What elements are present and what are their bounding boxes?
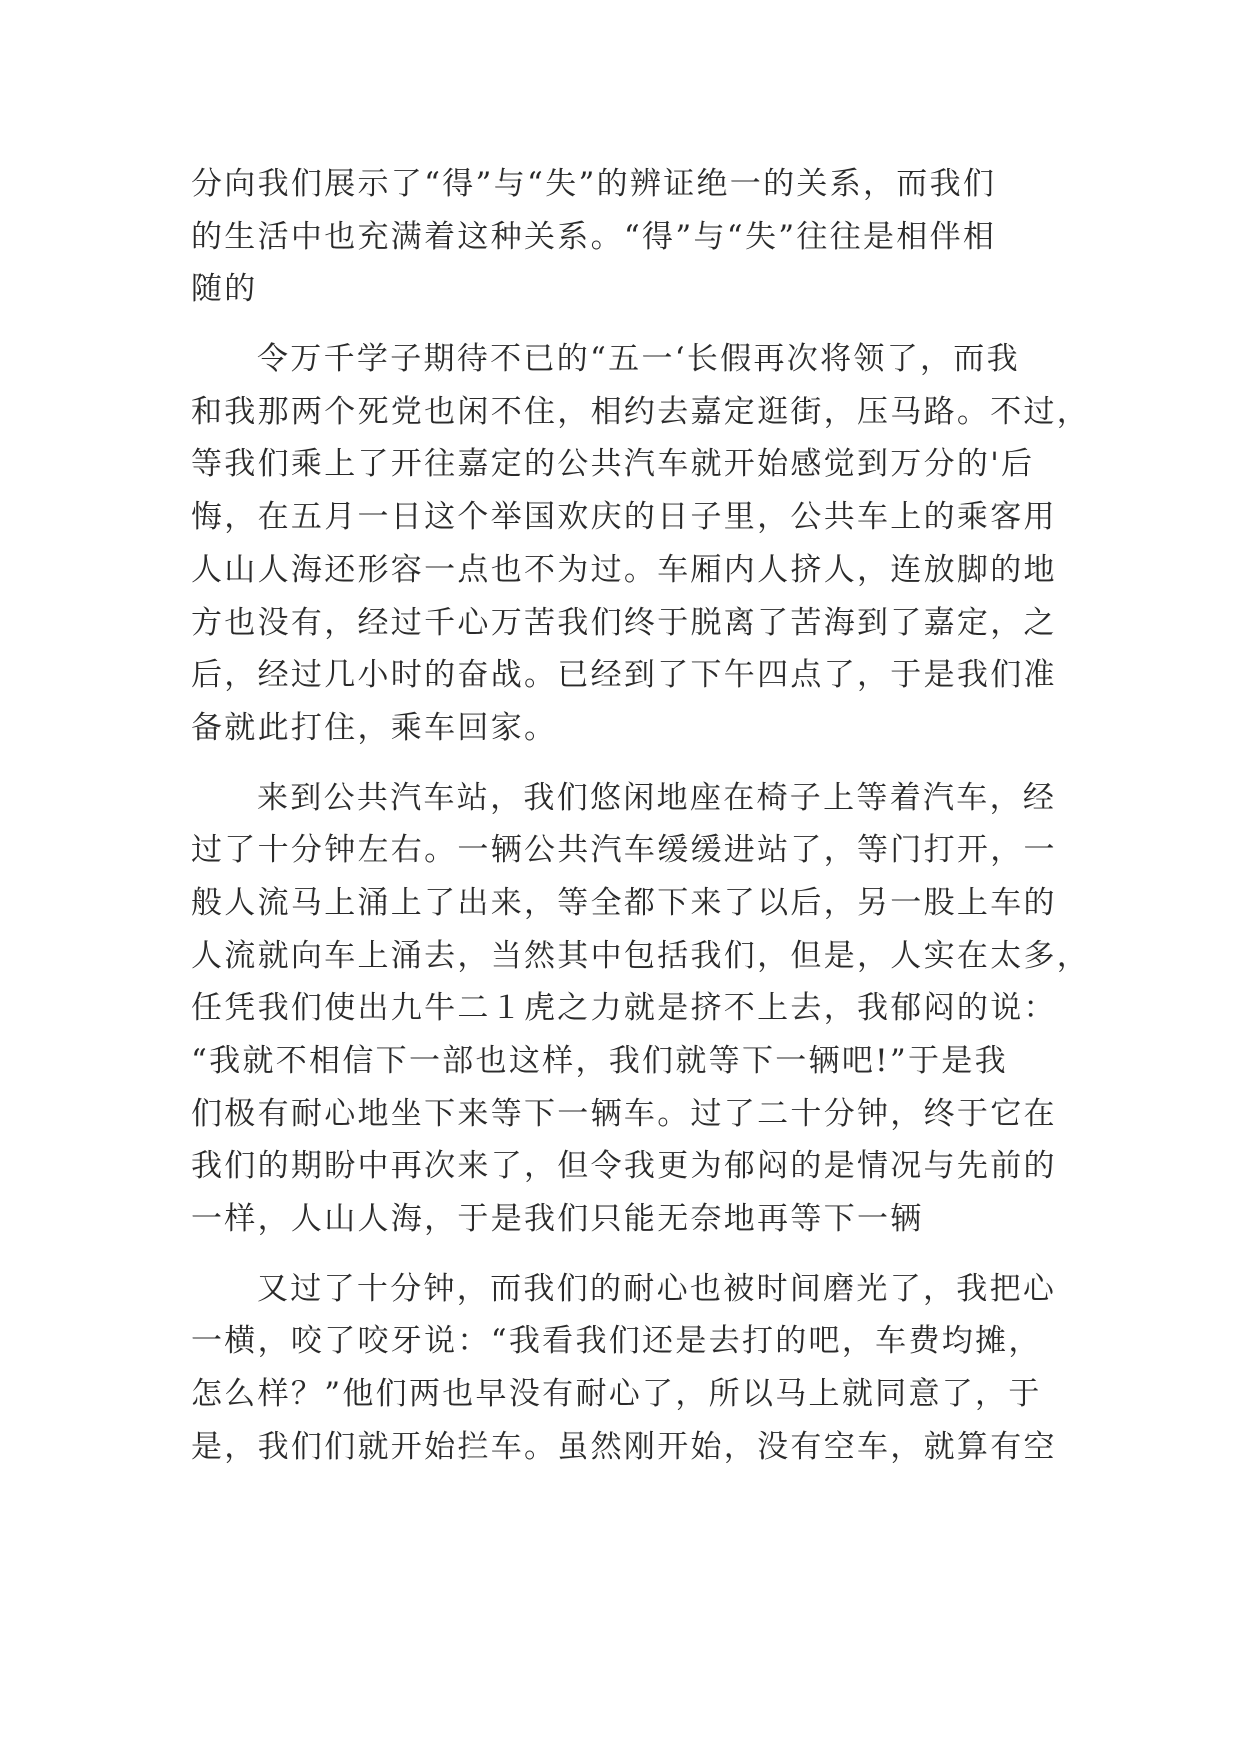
paragraph-gap: [191, 1246, 1049, 1263]
text-line: 等我们乘上了开往嘉定的公共汽车就开始感觉到万分的'后: [191, 446, 1035, 483]
text-line: 和我那两个死党也闲不住，相约去嘉定逛街，压马路。不过，: [191, 393, 1091, 430]
text-line: 一样，人山人海，于是我们只能无奈地再等下一辆: [191, 1201, 924, 1238]
text-line: 方也没有，经过千心万苦我们终于脱离了苦海到了嘉定，之: [191, 604, 1057, 641]
text-line: 令万千学子期待不已的“五一‘长假再次将领了，而我: [257, 341, 1020, 378]
text-line: 又过了十分钟，而我们的耐心也被时间磨光了，我把心: [257, 1270, 1057, 1307]
text-line: 我们的期盼中再次来了，但令我更为郁闷的是情况与先前的: [191, 1148, 1057, 1185]
paragraph: [191, 158, 1049, 316]
text-line: 随的: [191, 271, 258, 308]
text-line: 人流就向车上涌去，当然其中包括我们，但是，人实在太多，: [191, 937, 1091, 974]
text-line: 们极有耐心地坐下来等下一辆车。过了二十分钟，终于它在: [191, 1095, 1057, 1132]
text-line: 来到公共汽车站，我们悠闲地座在椅子上等着汽车，经: [257, 779, 1057, 816]
text-line: 是，我们们就开始拦车。虽然刚开始，没有空车，就算有空: [191, 1428, 1057, 1465]
text-line: 分向我们展示了“得”与“失”的辨证绝一的关系，而我们: [191, 166, 997, 202]
text-line: 一横，咬了咬牙说：“我看我们还是去打的吧，车费均摊，: [191, 1323, 1042, 1360]
document-body: [191, 158, 1091, 1474]
paragraph-gap: [191, 316, 1049, 333]
paragraph: [191, 333, 1091, 755]
text-line: 任凭我们使出九牛二１虎之力就是挤不上去，我郁闷的说：: [191, 990, 1057, 1027]
text-line: “我就不相信下一部也这样，我们就等下一辆吧!”于是我: [191, 1043, 1008, 1079]
text-line: 人山人海还形容一点也不为过。车厢内人挤人，连放脚的地: [191, 551, 1057, 588]
text-line: 备就此打住，乘车回家。: [191, 709, 558, 746]
text-line: 的生活中也充满着这种关系。“得”与“失”往往是相伴相: [191, 218, 997, 255]
paragraph: [191, 772, 1091, 1246]
text-line: 怎么样？”他们两也早没有耐心了，所以马上就同意了，于: [191, 1376, 1042, 1413]
paragraph-gap: [191, 755, 1049, 772]
text-line: 后，经过几小时的奋战。已经到了下午四点了，于是我们准: [191, 657, 1057, 694]
text-line: 过了十分钟左右。一辆公共汽车缓缓进站了，等门打开，一: [191, 832, 1057, 869]
text-line: 悔，在五月一日这个举国欢庆的日子里，公共车上的乘客用: [191, 499, 1057, 536]
paragraph: [191, 1263, 1057, 1474]
text-line: 般人流马上涌上了出来，等全都下来了以后，另一股上车的: [191, 884, 1057, 921]
